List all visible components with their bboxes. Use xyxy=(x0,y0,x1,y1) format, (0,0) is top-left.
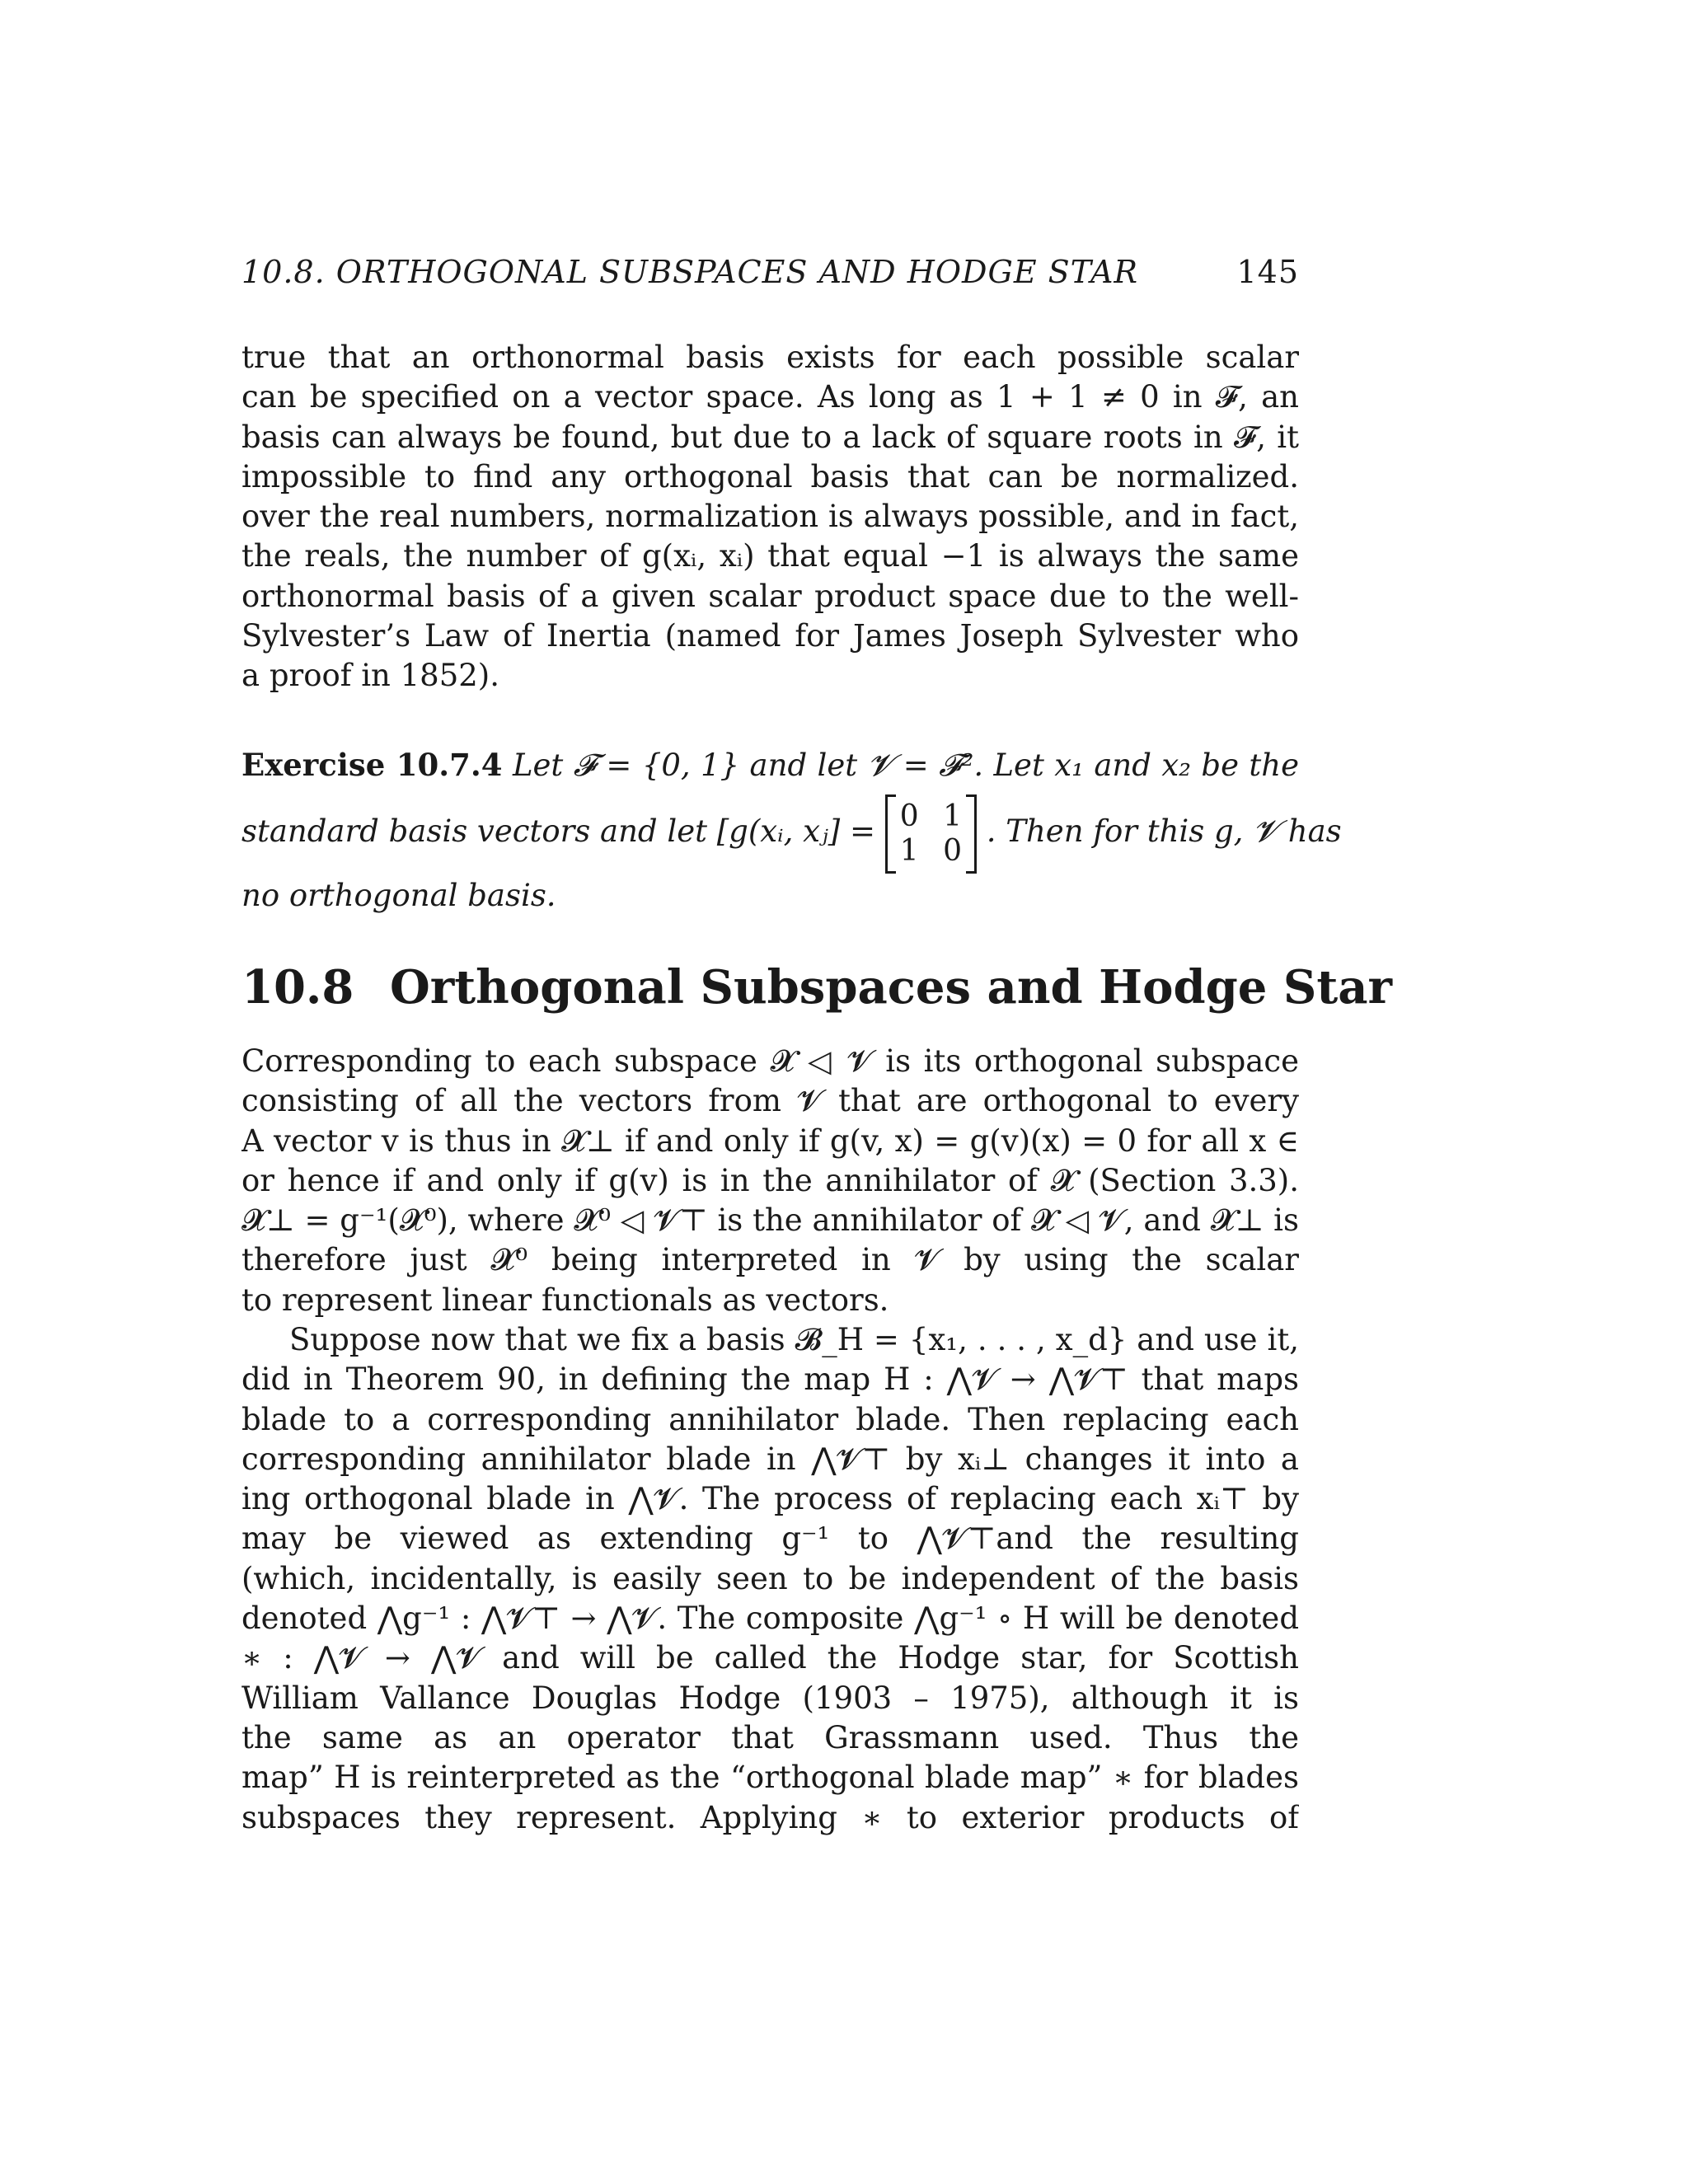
text-line: subspaces they represent. Applying ∗ to exterior products of xyxy=(241,1799,1299,1835)
text-line: A vector v is thus in 𝓧⊥ if and only if g(v, x) = g(v)(x) = 0 for all x ∈ xyxy=(241,1122,1299,1159)
text-line: or hence if and only if g(v) is in the annihilator of 𝓧 (Section 3.3). xyxy=(241,1162,1299,1198)
exercise-label: Exercise 10.7.4 xyxy=(241,747,503,783)
text-line: ∗ : ⋀𝓥 → ⋀𝓥 and will be called the Hodge star, for Scottish xyxy=(241,1640,1299,1676)
text-line: the same as an operator that Grassmann used. Thus the xyxy=(241,1719,1299,1755)
text-line: a proof in 1852). xyxy=(241,658,499,694)
paragraph-hodge-star xyxy=(241,1320,1299,1838)
running-header xyxy=(241,254,1299,297)
exercise-line xyxy=(241,736,1299,794)
matrix-row: 0 1 xyxy=(899,799,962,833)
text-line: consisting of all the vectors from 𝓥 that are orthogonal to every xyxy=(241,1083,1299,1119)
section-number: 10.8 xyxy=(241,960,354,1015)
text-line: ing orthogonal blade in ⋀𝓥. The process of replacing each xᵢ⊤ by xyxy=(241,1481,1299,1517)
text-line: William Vallance Douglas Hodge (1903 – 1975), although it is xyxy=(241,1680,1299,1716)
text-line: true that an orthonormal basis exists for each possible scalar xyxy=(241,340,1299,375)
exercise-10-7-4 xyxy=(241,736,1342,922)
text-line: basis can always be found, but due to a lack of square roots in 𝓕, it xyxy=(241,419,1299,455)
text-line: Suppose now that we fix a basis 𝓑_H = {x₁, . . . , x_d} and use it, xyxy=(289,1322,1299,1357)
text-line: corresponding annihilator blade in ⋀𝓥⊤ by xᵢ⊥ changes it into a xyxy=(241,1441,1299,1477)
running-title: 10.8. ORTHOGONAL SUBSPACES AND HODGE STAR xyxy=(241,254,1139,290)
exercise-line xyxy=(241,794,1342,869)
section-title: Orthogonal Subspaces and Hodge Star xyxy=(390,960,1392,1015)
text-line: the reals, the number of g(xᵢ, xᵢ) that equal −1 is always the same xyxy=(241,538,1299,574)
matrix-row: 1 0 xyxy=(899,833,962,868)
exercise-text: . Then for this g, 𝓥 has xyxy=(986,813,1342,849)
text-line: did in Theorem 90, in defining the map H : ⋀𝓥 → ⋀𝓥⊤ that maps xyxy=(241,1361,1299,1398)
exercise-text: no orthogonal basis. xyxy=(241,878,556,913)
paragraph-orthogonal-subspace xyxy=(241,1042,1299,1320)
text-line: 𝓧⊥ = g⁻¹(𝓧⁰), where 𝓧⁰ ◁ 𝓥⊤ is the annihilator of 𝓧 ◁ 𝓥, and 𝓧⊥ is xyxy=(241,1202,1299,1239)
page-number: 145 xyxy=(1236,254,1299,290)
text-line: over the real numbers, normalization is always possible, and in fact, xyxy=(241,499,1299,535)
text-line: Corresponding to each subspace 𝓧 ◁ 𝓥 is its orthogonal subspace xyxy=(241,1043,1299,1079)
exercise-text: Let 𝓕 = {0, 1} and let 𝓥 = 𝓕². Let x₁ and x₂ be the xyxy=(512,748,1299,783)
paragraph-orthonormal-basis xyxy=(241,338,1299,696)
text-line: to represent linear functionals as vectors. xyxy=(241,1282,889,1318)
section-heading xyxy=(241,958,1395,1016)
text-line: (which, incidentally, is easily seen to be independent of the basis xyxy=(241,1560,1299,1596)
text-line: can be specified on a vector space. As long as 1 + 1 ≠ 0 in 𝓕, an xyxy=(241,379,1299,415)
text-line: therefore just 𝓧⁰ being interpreted in 𝓥 by using the scalar xyxy=(241,1242,1299,1278)
text-line: denoted ⋀g⁻¹ : ⋀𝓥⊤ → ⋀𝓥. The composite ⋀g⁻¹ ∘ H will be denoted xyxy=(241,1601,1299,1637)
text-line: orthonormal basis of a given scalar product space due to the well- xyxy=(241,578,1299,614)
scalar-product-matrix xyxy=(885,799,977,869)
exercise-text: standard basis vectors and let [g(xᵢ, xⱼ] = xyxy=(241,813,875,849)
text-line: Sylvester’s Law of Inertia (named for James Joseph Sylvester who xyxy=(241,618,1299,654)
text-line: blade to a corresponding annihilator blade. Then replacing each xyxy=(241,1401,1299,1437)
text-line: map” H is reinterpreted as the “orthogonal blade map” ∗ for blades xyxy=(241,1760,1299,1796)
text-line: impossible to find any orthogonal basis that can be normalized. xyxy=(241,458,1299,494)
text-line: may be viewed as extending g⁻¹ to ⋀𝓥⊤and the resulting xyxy=(241,1521,1299,1557)
